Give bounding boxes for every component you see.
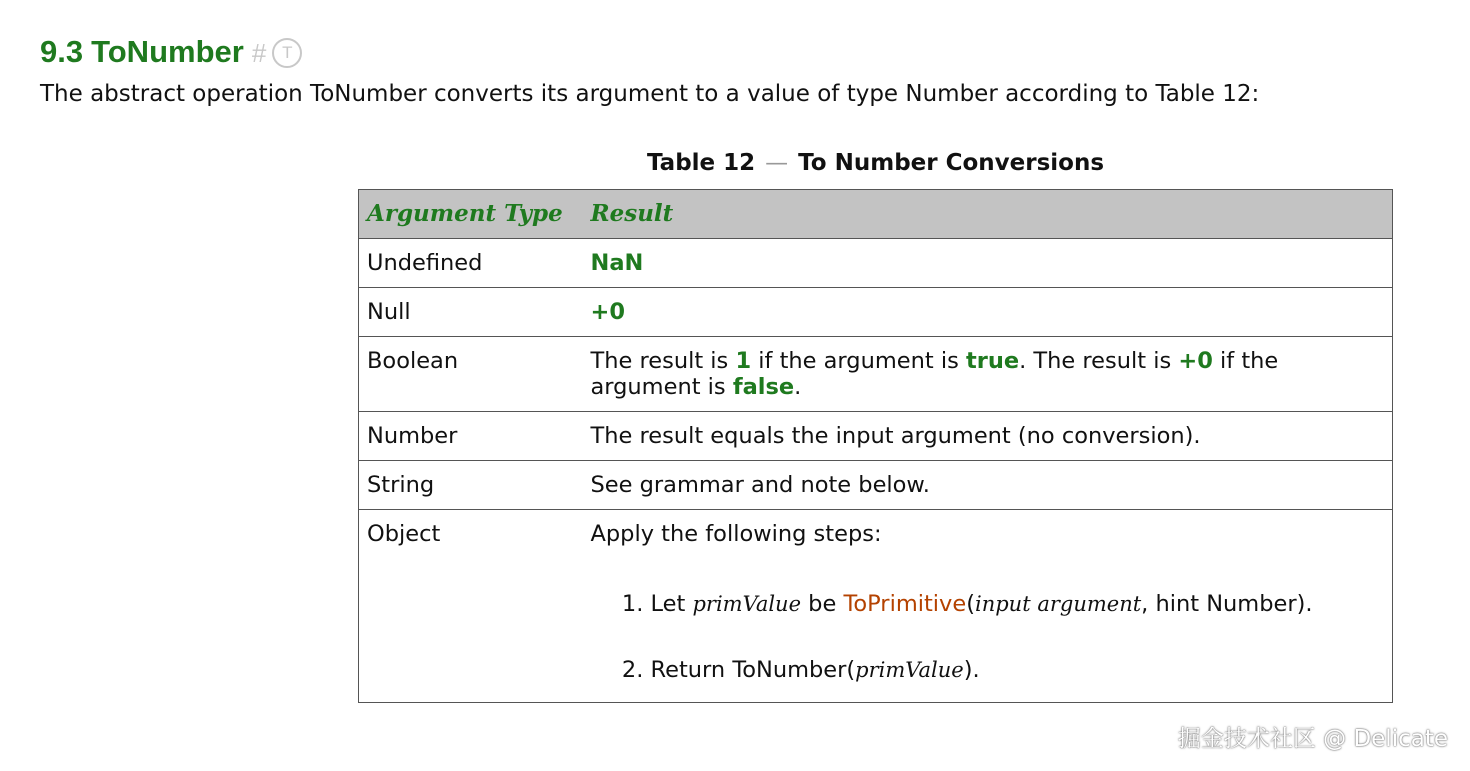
cell-result: The result equals the input argument (no conversion). xyxy=(583,412,1393,461)
text-fragment: be xyxy=(801,591,844,617)
section-heading xyxy=(40,30,302,75)
text-fragment: The result is xyxy=(590,348,736,374)
text-fragment: Return ToNumber( xyxy=(650,657,856,683)
cell-result xyxy=(583,510,1393,703)
variable-primvalue: primValue xyxy=(692,592,802,616)
steps-list xyxy=(591,591,1385,683)
table-caption xyxy=(358,148,1393,178)
cell-result xyxy=(583,337,1393,412)
text-fragment: , hint Number). xyxy=(1141,591,1313,617)
cell-result: NaN xyxy=(583,239,1393,288)
header-argument-type: Argument Type xyxy=(359,190,583,239)
list-item xyxy=(651,591,1385,617)
value-false: false xyxy=(732,374,795,400)
variable-input-argument: input argument xyxy=(975,592,1142,616)
text-fragment: ( xyxy=(966,591,975,617)
steps-intro: Apply the following steps: xyxy=(590,521,882,547)
cell-type: Object xyxy=(359,510,583,703)
value-plus-zero: +0 xyxy=(1178,348,1213,374)
table-row xyxy=(359,510,1393,703)
cell-result: +0 xyxy=(583,288,1393,337)
text-fragment: . xyxy=(794,374,802,400)
text-fragment: ). xyxy=(963,657,980,683)
toprimitive-link[interactable]: ToPrimitive xyxy=(843,591,967,617)
cell-type: Number xyxy=(359,412,583,461)
caption-dash: — xyxy=(765,150,789,176)
text-fragment: if the argument is xyxy=(590,348,1279,400)
cell-type: Boolean xyxy=(359,337,583,412)
header-result: Result xyxy=(583,190,1393,239)
text-fragment: . The result is xyxy=(1019,348,1179,374)
value-one: 1 xyxy=(735,348,752,374)
table-row xyxy=(359,337,1393,412)
t-circle-icon[interactable]: T xyxy=(272,38,302,68)
conversion-table xyxy=(358,189,1393,703)
table-row xyxy=(359,461,1393,510)
cell-type: Undefined xyxy=(359,239,583,288)
table-row xyxy=(359,412,1393,461)
value-true: true xyxy=(965,348,1020,374)
cell-type: String xyxy=(359,461,583,510)
caption-title: To Number Conversions xyxy=(798,150,1105,176)
section-title: ToNumber xyxy=(91,34,244,69)
cell-result: See grammar and note below. xyxy=(583,461,1393,510)
table-row xyxy=(359,239,1393,288)
list-item xyxy=(651,657,1385,683)
text-fragment: Let xyxy=(650,591,693,617)
hash-link-icon[interactable]: # xyxy=(251,38,267,68)
text-fragment: if the argument is xyxy=(751,348,966,374)
table-row xyxy=(359,288,1393,337)
caption-label: Table 12 xyxy=(646,150,756,176)
section-number: 9.3 xyxy=(40,34,84,69)
table-header-row xyxy=(359,190,1393,239)
watermark-text: 掘金技术社区 @ Delicate xyxy=(1177,726,1448,752)
intro-paragraph: The abstract operation ToNumber converts its argument to a value of type Number according to Table 12: xyxy=(40,81,1260,107)
cell-type: Null xyxy=(359,288,583,337)
variable-primvalue: primValue xyxy=(855,658,964,682)
